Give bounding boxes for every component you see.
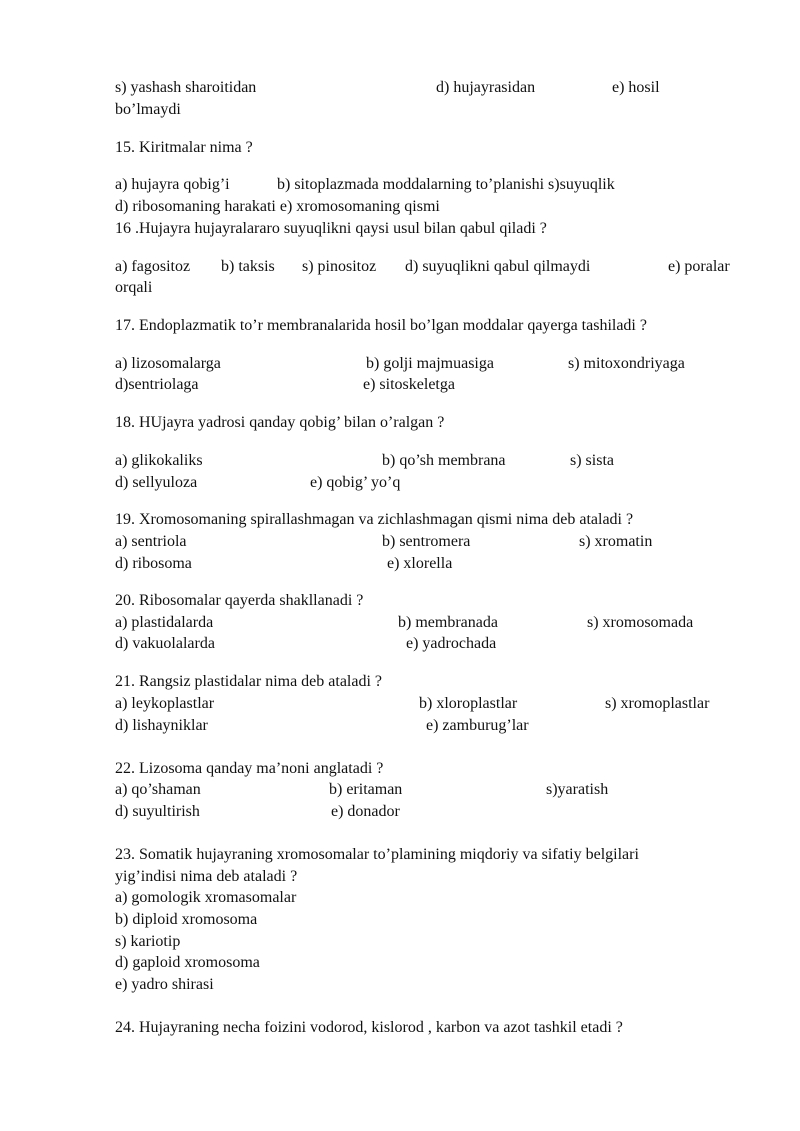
answer-option: d) suyuqlikni qabul qilmaydi	[405, 258, 591, 275]
answer-option: a) sentriola	[115, 533, 187, 550]
answer-option: b) membranada	[398, 614, 498, 631]
question-text: 15. Kiritmalar nima ?	[115, 139, 253, 156]
answer-option: e) poralar	[668, 258, 730, 275]
answer-option: d) gaploid xromosoma	[115, 954, 260, 971]
answer-option: a) glikokaliks	[115, 452, 203, 469]
answer-option: d)sentriolaga	[115, 376, 199, 393]
answer-option: b) diploid xromosoma	[115, 911, 258, 928]
answer-option: s) xromosomada	[587, 614, 694, 631]
answer-option: d) ribosomaning harakati e) xromosomaning qismi	[115, 198, 440, 215]
answer-option: e) qobig’ yo’q	[310, 474, 401, 491]
answer-option: bo’lmaydi	[115, 101, 181, 118]
question-text: 21. Rangsiz plastidalar nima deb ataladi ?	[115, 673, 383, 690]
question-text: 17. Endoplazmatik to’r membranalarida hosil bo’lgan moddalar qayerga tashiladi ?	[115, 317, 647, 334]
answer-option: d) vakuolalarda	[115, 635, 215, 652]
answer-option: a) fagositoz	[115, 258, 191, 275]
answer-option: a) gomologik xromasomalar	[115, 889, 297, 906]
answer-option: b) sentromera	[382, 533, 471, 550]
answer-option: s)yaratish	[546, 781, 609, 798]
answer-option: d) lishayniklar	[115, 717, 208, 734]
answer-option: s) mitoxondriyaga	[568, 355, 685, 372]
answer-option: s) xromoplastlar	[605, 695, 710, 712]
answer-option: e) xlorella	[387, 555, 453, 572]
answer-option: a) plastidalarda	[115, 614, 214, 631]
question-text: 16 .Hujayra hujayralararo suyuqlikni qaysi usul bilan qabul qiladi ?	[115, 220, 547, 237]
answer-option: s) sista	[570, 452, 614, 469]
answer-option: s) pinositoz	[302, 258, 377, 275]
answer-option: a) leykoplastlar	[115, 695, 215, 712]
answer-option: a) hujayra qobig’i	[115, 176, 230, 193]
answer-option: e) hosil	[612, 79, 660, 96]
answer-option: b) taksis	[221, 258, 275, 275]
answer-option: e) yadro shirasi	[115, 976, 214, 993]
answer-option: b) xloroplastlar	[419, 695, 518, 712]
answer-option: a) lizosomalarga	[115, 355, 221, 372]
answer-option: a) qo’shaman	[115, 781, 201, 798]
answer-option: s) kariotip	[115, 933, 181, 950]
answer-option: b) golji majmuasiga	[366, 355, 494, 372]
answer-option: e) yadrochada	[406, 635, 497, 652]
answer-option: e) sitoskeletga	[363, 376, 455, 393]
question-text: 20. Ribosomalar qayerda shakllanadi ?	[115, 592, 364, 609]
answer-option: d) sellyuloza	[115, 474, 198, 491]
answer-option: d) hujayrasidan	[436, 79, 536, 96]
answer-option: b) qo’sh membrana	[382, 452, 506, 469]
answer-option: b) sitoplazmada moddalarning to’planishi s)suyuqlik	[277, 176, 615, 193]
answer-option: e) zamburug’lar	[426, 717, 529, 734]
question-text: 23. Somatik hujayraning xromosomalar to’plamining miqdoriy va sifatiy belgilari	[115, 846, 639, 863]
question-text: yig’indisi nima deb ataladi ?	[115, 868, 298, 885]
question-text: 18. HUjayra yadrosi qanday qobig’ bilan o’ralgan ?	[115, 414, 445, 431]
question-text: 22. Lizosoma qanday ma’noni anglatadi ?	[115, 760, 384, 777]
answer-option: d) suyultirish	[115, 803, 200, 820]
answer-option: orqali	[115, 279, 153, 296]
answer-option: s) xromatin	[579, 533, 653, 550]
question-text: 24. Hujayraning necha foizini vodorod, kislorod , karbon va azot tashkil etadi ?	[115, 1019, 623, 1036]
answer-option: e) donador	[331, 803, 400, 820]
question-text: 19. Xromosomaning spirallashmagan va zichlashmagan qismi nima deb ataladi ?	[115, 511, 634, 528]
answer-option: d) ribosoma	[115, 555, 192, 572]
answer-option: b) eritaman	[329, 781, 403, 798]
answer-option: s) yashash sharoitidan	[115, 79, 257, 96]
